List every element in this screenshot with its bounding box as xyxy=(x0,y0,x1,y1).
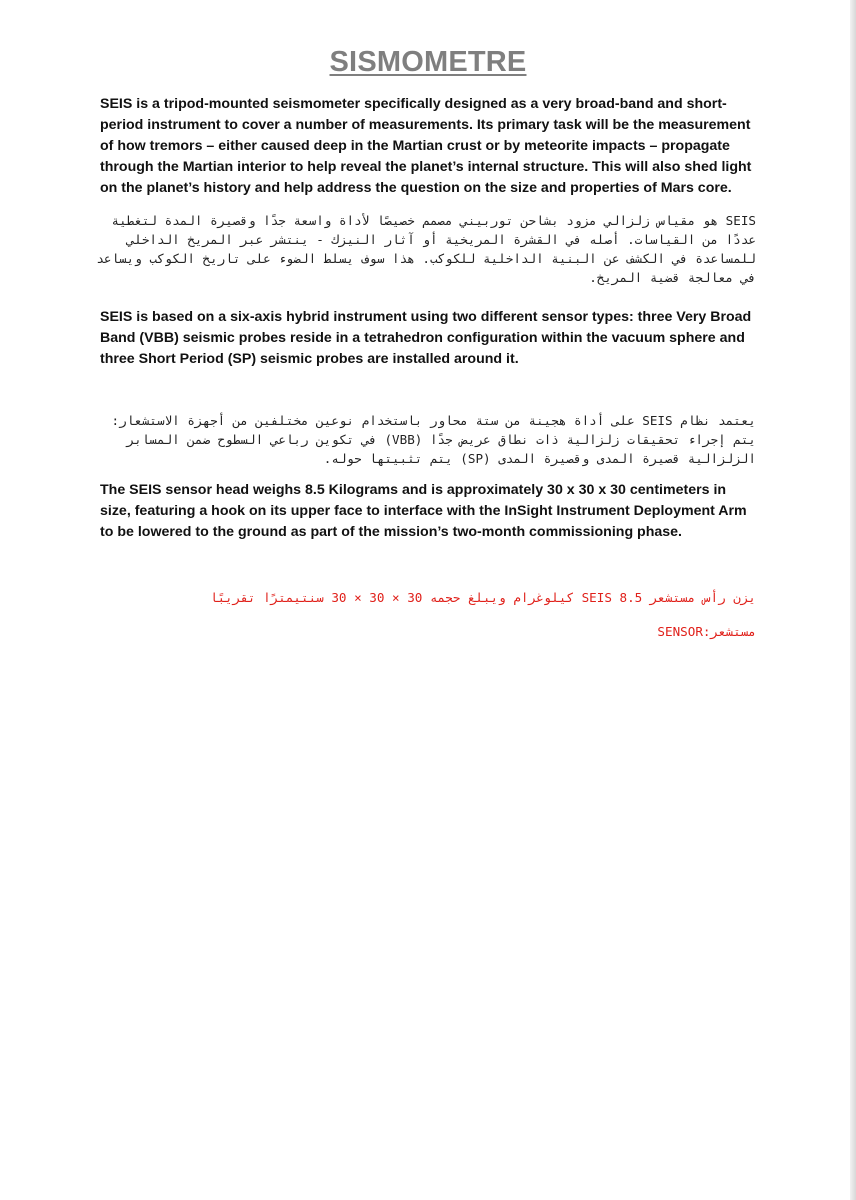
page-edge-shadow xyxy=(850,0,856,1200)
arabic-sensor-label: مستشعر:SENSOR xyxy=(657,624,756,639)
arabic-paragraph-seis-sensors: يعتمد نظام SEIS على أداة هجينة من ستة محاور باستخدام نوعين مختلفين من أجهزة الاستشعار: يتم إجراء تحقيقات زلزالية ذات نطاق عريض جدًا (VBB) في تكوين رباعي السطوح ضمن المسابر الزلزالية قصيرة المدى وقصيرة المدى (SP) يتم تثبيتها حوله. xyxy=(111,413,756,466)
arabic-paragraph-seis-overview: SEIS هو مقياس زلزالي مزود بشاحن توربيني مصمم خصيصًا لأداة واسعة جدًا وقصيرة المدة لتغطية عددًا من القياسات. أصله في القشرة المريخية أو آثار النيزك - ينتشر عبر المريخ الداخلي للمساعدة في الكشف عن البنية الداخلية للكوكب. هذا سوف يسلط الضوء على تاريخ الكوكب ويساعد في معالجة قضية المريخ. xyxy=(96,213,756,285)
arabic-paragraph-sensor-head-weight: يزن رأس مستشعر SEIS 8.5 كيلوغرام ويبلغ حجمه 30 × 30 × 30 سنتيمترًا تقريبًا xyxy=(210,590,756,605)
paragraph-seis-sensors: SEIS is based on a six-axis hybrid instrument using two different sensor types: three Very Broad Band (VBB) seismic probes reside in a tetrahedron configuration within the vacuum sphere and three Short Period (SP) seismic probes are installed around it. xyxy=(100,309,752,367)
document-title: SISMOMETRE xyxy=(329,46,527,78)
paragraph-seis-overview: SEIS is a tripod-mounted seismometer specifically designed as a very broad-band and short-period instrument to cover a number of measurements. Its primary task will be the measurement of how tremors – either caused deep in the Martian crust or by meteorite impacts – propagate through the Martian interior to help reveal the planet’s internal structure. This will also shed light on the planet’s history and help address the question on the size and properties of Mars core. xyxy=(100,96,752,196)
paragraph-seis-sensor-head: The SEIS sensor head weighs 8.5 Kilograms and is approximately 30 x 30 x 30 centimeters in size, featuring a hook on its upper face to interface with the InSight Instrument Deployment Arm to be lowered to the ground as part of the mission’s two-month commissioning phase. xyxy=(100,482,747,540)
